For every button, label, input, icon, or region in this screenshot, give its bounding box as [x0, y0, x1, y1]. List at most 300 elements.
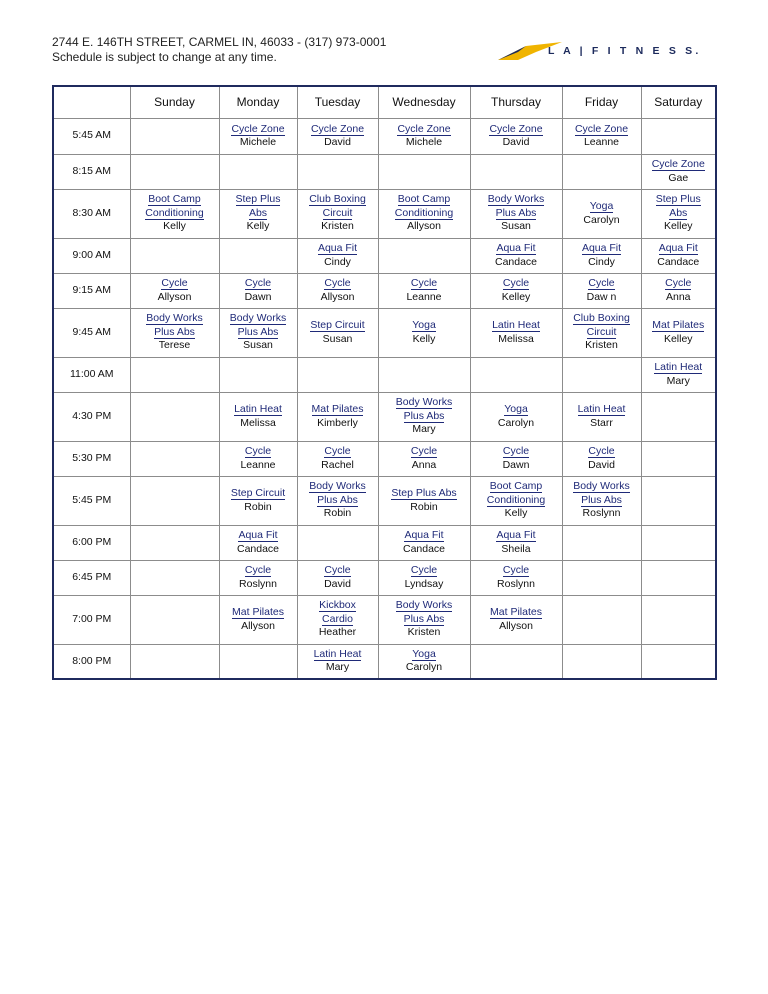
- class-name-text: Cycle: [244, 277, 272, 289]
- instructor-name: Allyson: [157, 290, 192, 303]
- class-name-line: [220, 207, 297, 221]
- class-name-link[interactable]: [220, 487, 297, 501]
- class-name-text: Plus Abs: [495, 206, 537, 219]
- schedule-row: [53, 357, 716, 392]
- instructor-name: Robin: [244, 500, 272, 513]
- empty-cell: [130, 644, 219, 679]
- empty-cell: [130, 238, 219, 273]
- class-cell: [641, 273, 716, 308]
- empty-cell: [219, 644, 297, 679]
- time-cell: 8:15 AM: [53, 154, 130, 189]
- instructor-name: Starr: [590, 416, 613, 429]
- class-name-text: Cycle Zone: [310, 122, 365, 135]
- class-name-link[interactable]: [379, 599, 470, 626]
- class-name-text: Cycle Zone: [651, 158, 705, 170]
- empty-cell: [219, 238, 297, 273]
- class-cell: [470, 392, 562, 441]
- class-name-line: [220, 564, 297, 578]
- instructor-name: Sheila: [501, 542, 531, 555]
- class-name-line: [379, 193, 470, 207]
- class-name-line: [131, 277, 219, 291]
- class-name-line: [563, 312, 641, 326]
- class-name-link[interactable]: [298, 319, 378, 333]
- class-name-line: [220, 606, 297, 620]
- class-name-link[interactable]: [298, 277, 378, 291]
- class-cell: [470, 441, 562, 476]
- class-name-line: [563, 445, 641, 459]
- class-name-line: [379, 648, 470, 662]
- class-name-text: Body Works: [395, 396, 453, 409]
- empty-cell: [297, 154, 378, 189]
- instructor-name: Michele: [405, 136, 443, 148]
- class-name-link[interactable]: [220, 445, 297, 459]
- class-name-text: Aqua Fit: [496, 242, 536, 254]
- class-name-link[interactable]: [642, 193, 716, 220]
- class-name-link[interactable]: [298, 242, 378, 256]
- instructor-name: Susan: [322, 332, 353, 345]
- instructor-name: David: [502, 136, 530, 148]
- class-name-link[interactable]: [379, 123, 470, 137]
- empty-cell: [641, 476, 716, 525]
- class-cell: [378, 308, 470, 357]
- class-name-text: Cycle Zone: [397, 122, 451, 135]
- class-cell: [130, 189, 219, 238]
- class-name-line: [563, 480, 641, 494]
- empty-cell: [297, 525, 378, 560]
- class-name-text: Club Boxing: [573, 312, 630, 325]
- instructor-name: Mary: [412, 423, 436, 436]
- time-cell: 9:15 AM: [53, 273, 130, 308]
- class-cell: [470, 273, 562, 308]
- class-name-text: Body Works: [487, 193, 545, 206]
- instructor-name: Leanne: [406, 290, 442, 303]
- empty-cell: [130, 476, 219, 525]
- class-cell: [297, 118, 378, 154]
- class-name-link[interactable]: [471, 529, 562, 543]
- class-name-link[interactable]: [379, 564, 470, 578]
- class-name-link[interactable]: [471, 480, 562, 507]
- class-cell: [641, 238, 716, 273]
- class-name-text: Cycle Zone: [231, 122, 285, 135]
- class-cell: [562, 118, 641, 154]
- class-name-line: [379, 599, 470, 613]
- empty-cell: [219, 357, 297, 392]
- class-name-link[interactable]: [379, 193, 470, 220]
- class-name-link[interactable]: [298, 480, 378, 507]
- class-name-text: Step Circuit: [230, 487, 286, 499]
- empty-cell: [378, 357, 470, 392]
- class-name-text: Cycle: [502, 277, 530, 289]
- instructor-name: Terese: [158, 339, 191, 352]
- instructor-name: Kristen: [321, 220, 354, 233]
- class-name-line: [642, 207, 716, 221]
- class-name-line: [563, 242, 641, 256]
- class-name-text: Cycle Zone: [489, 122, 543, 135]
- class-name-link[interactable]: [379, 445, 470, 459]
- instructor-name: Robin: [410, 500, 438, 513]
- empty-cell: [562, 560, 641, 595]
- class-name-link[interactable]: [471, 445, 562, 459]
- schedule-row: [53, 560, 716, 595]
- class-name-link[interactable]: [642, 319, 716, 333]
- instructor-name: Roslynn: [582, 507, 621, 520]
- class-name-line: [298, 193, 378, 207]
- time-cell: 7:00 PM: [53, 595, 130, 644]
- class-name-line: [379, 529, 470, 543]
- instructor-name: Michele: [239, 136, 277, 148]
- class-name-link[interactable]: [220, 312, 297, 339]
- day-header: Tuesday: [297, 86, 378, 118]
- class-name-text: Yoga: [412, 319, 436, 331]
- instructor-name: David: [324, 136, 351, 148]
- class-name-text: Cycle: [324, 277, 351, 289]
- class-name-text: Step Plus Abs: [391, 487, 457, 499]
- empty-cell: [130, 441, 219, 476]
- day-header: Wednesday: [378, 86, 470, 118]
- instructor-name: Melissa: [498, 332, 534, 345]
- class-cell: [297, 238, 378, 273]
- class-name-text: Plus Abs: [403, 612, 445, 625]
- schedule-row: [53, 154, 716, 189]
- class-name-link[interactable]: [298, 403, 378, 417]
- class-cell: [562, 238, 641, 273]
- class-name-text: Latin Heat: [654, 361, 703, 373]
- class-name-text: Aqua Fit: [581, 242, 622, 254]
- day-header: Saturday: [641, 86, 716, 118]
- class-name-text: Body Works: [395, 599, 453, 612]
- instructor-name: Kelley: [501, 290, 531, 303]
- class-cell: [219, 525, 297, 560]
- class-name-text: Yoga: [589, 200, 614, 212]
- class-cell: [641, 308, 716, 357]
- la-fitness-logo: [496, 38, 702, 64]
- class-name-link[interactable]: [220, 606, 297, 620]
- class-name-line: [220, 193, 297, 207]
- class-name-line: [131, 326, 219, 340]
- instructor-name: Kelly: [504, 507, 528, 520]
- class-cell: [297, 560, 378, 595]
- class-name-link[interactable]: [563, 403, 641, 417]
- class-name-line: [471, 242, 562, 256]
- schedule-row: [53, 525, 716, 560]
- class-cell: [378, 189, 470, 238]
- class-name-link[interactable]: [379, 529, 470, 543]
- class-name-link[interactable]: [379, 487, 470, 501]
- class-name-line: [471, 403, 562, 417]
- class-name-line: [131, 312, 219, 326]
- class-name-line: [471, 319, 562, 333]
- class-name-text: Step Circuit: [310, 319, 365, 331]
- class-name-line: [298, 494, 378, 508]
- class-name-line: [563, 403, 641, 417]
- class-cell: [219, 308, 297, 357]
- time-cell: 5:45 AM: [53, 118, 130, 154]
- class-name-link[interactable]: [220, 564, 297, 578]
- time-cell: 9:00 AM: [53, 238, 130, 273]
- class-cell: [378, 644, 470, 679]
- class-name-text: Latin Heat: [313, 647, 362, 660]
- class-name-line: [298, 648, 378, 662]
- class-name-line: [379, 410, 470, 424]
- class-name-line: [220, 529, 297, 543]
- class-name-link[interactable]: [563, 200, 641, 214]
- class-name-text: Plus Abs: [403, 409, 445, 422]
- instructor-name: Roslynn: [239, 577, 277, 590]
- class-cell: [562, 441, 641, 476]
- class-name-text: Aqua Fit: [496, 529, 536, 541]
- class-cell: [378, 560, 470, 595]
- class-name-line: [131, 193, 219, 207]
- class-name-line: [471, 123, 562, 137]
- class-name-link[interactable]: [220, 123, 297, 137]
- class-cell: [297, 189, 378, 238]
- schedule-row: [53, 644, 716, 679]
- class-name-link[interactable]: [471, 319, 562, 333]
- class-name-line: [642, 277, 716, 291]
- class-name-line: [298, 599, 378, 613]
- class-name-link[interactable]: [471, 123, 562, 137]
- class-name-link[interactable]: [563, 123, 641, 137]
- time-cell: 8:30 AM: [53, 189, 130, 238]
- class-name-text: Conditioning: [394, 206, 454, 219]
- class-name-line: [563, 494, 641, 508]
- class-name-line: [471, 193, 562, 207]
- day-header: Sunday: [130, 86, 219, 118]
- class-name-line: [471, 445, 562, 459]
- empty-cell: [641, 441, 716, 476]
- class-name-link[interactable]: [131, 277, 219, 291]
- schedule-row: [53, 441, 716, 476]
- class-name-link[interactable]: [471, 403, 562, 417]
- instructor-name: Allyson: [499, 619, 533, 632]
- class-name-line: [220, 326, 297, 340]
- instructor-name: Cindy: [324, 255, 351, 268]
- class-name-text: Body Works: [309, 480, 366, 493]
- instructor-name: Kelly: [246, 220, 270, 233]
- class-name-link[interactable]: [379, 396, 470, 423]
- class-name-text: Abs: [248, 206, 268, 219]
- class-name-link[interactable]: [298, 599, 378, 626]
- instructor-name: Susan: [243, 339, 273, 352]
- class-name-text: Cycle: [502, 564, 530, 576]
- class-name-link[interactable]: [642, 242, 716, 256]
- class-name-text: Cycle: [665, 277, 692, 289]
- class-name-link[interactable]: [298, 123, 378, 137]
- empty-cell: [130, 560, 219, 595]
- instructor-name: Kelly: [412, 332, 436, 345]
- class-cell: [378, 441, 470, 476]
- instructor-name: Daw n: [586, 290, 617, 303]
- class-name-link[interactable]: [220, 403, 297, 417]
- class-cell: [297, 644, 378, 679]
- instructor-name: Dawn: [502, 458, 530, 471]
- class-name-text: Cardio: [322, 612, 353, 625]
- instructor-name: Susan: [501, 220, 531, 233]
- class-name-text: Circuit: [586, 325, 617, 338]
- time-cell: 11:00 AM: [53, 357, 130, 392]
- empty-cell: [641, 644, 716, 679]
- class-name-link[interactable]: [298, 648, 378, 662]
- class-name-link[interactable]: [471, 277, 562, 291]
- class-name-line: [379, 487, 470, 501]
- schedule-row: [53, 308, 716, 357]
- class-name-line: [471, 277, 562, 291]
- empty-cell: [470, 154, 562, 189]
- time-cell: 6:45 PM: [53, 560, 130, 595]
- instructor-name: Allyson: [320, 290, 355, 303]
- class-cell: [562, 308, 641, 357]
- class-name-link[interactable]: [563, 445, 641, 459]
- instructor-name: Roslynn: [497, 577, 535, 590]
- instructor-name: David: [324, 577, 351, 590]
- class-cell: [130, 273, 219, 308]
- class-cell: [297, 476, 378, 525]
- time-cell: 5:45 PM: [53, 476, 130, 525]
- class-name-link[interactable]: [642, 277, 716, 291]
- instructor-name: Candace: [402, 542, 446, 555]
- schedule-row: [53, 392, 716, 441]
- empty-cell: [641, 525, 716, 560]
- instructor-name: Dawn: [244, 290, 272, 303]
- class-name-text: Boot Camp: [148, 193, 201, 206]
- class-name-text: Mat Pilates: [232, 606, 284, 618]
- class-cell: [130, 308, 219, 357]
- class-cell: [470, 118, 562, 154]
- instructor-name: Kimberly: [317, 416, 358, 429]
- class-name-line: [563, 123, 641, 137]
- class-name-text: Plus Abs: [317, 493, 358, 506]
- day-header: Monday: [219, 86, 297, 118]
- class-name-line: [379, 445, 470, 459]
- instructor-name: Anna: [665, 290, 691, 303]
- class-name-link[interactable]: [471, 242, 562, 256]
- instructor-name: Leanne: [240, 458, 276, 471]
- class-name-text: Club Boxing: [309, 193, 366, 206]
- empty-cell: [562, 595, 641, 644]
- class-name-link[interactable]: [220, 277, 297, 291]
- empty-cell: [130, 525, 219, 560]
- class-name-text: Aqua Fit: [317, 242, 358, 254]
- class-name-line: [131, 207, 219, 221]
- class-name-text: Cycle: [244, 445, 272, 457]
- class-cell: [297, 273, 378, 308]
- class-name-link[interactable]: [131, 193, 219, 220]
- class-name-line: [220, 403, 297, 417]
- class-cell: [219, 476, 297, 525]
- empty-cell: [130, 154, 219, 189]
- class-name-line: [298, 207, 378, 221]
- class-cell: [470, 595, 562, 644]
- empty-cell: [130, 118, 219, 154]
- class-cell: [378, 118, 470, 154]
- class-name-link[interactable]: [642, 158, 716, 172]
- class-cell: [470, 476, 562, 525]
- class-name-link[interactable]: [298, 193, 378, 220]
- class-name-text: Body Works: [146, 312, 203, 325]
- class-name-text: Aqua Fit: [404, 529, 444, 541]
- class-name-text: Conditioning: [145, 206, 204, 219]
- empty-cell: [219, 154, 297, 189]
- class-name-text: Cycle: [410, 564, 438, 576]
- empty-cell: [641, 392, 716, 441]
- class-name-line: [471, 480, 562, 494]
- class-name-line: [563, 200, 641, 214]
- class-cell: [470, 560, 562, 595]
- time-cell: 6:00 PM: [53, 525, 130, 560]
- instructor-name: Allyson: [407, 220, 441, 233]
- class-name-link[interactable]: [471, 606, 562, 620]
- class-name-text: Body Works: [573, 480, 630, 493]
- empty-cell: [562, 154, 641, 189]
- class-cell: [219, 118, 297, 154]
- class-name-link[interactable]: [220, 193, 297, 220]
- class-cell: [470, 525, 562, 560]
- gym-address-header: [52, 35, 386, 64]
- class-name-link[interactable]: [563, 242, 641, 256]
- class-cell: [378, 392, 470, 441]
- empty-cell: [297, 357, 378, 392]
- class-cell: [219, 392, 297, 441]
- class-name-text: Cycle: [502, 445, 530, 457]
- class-name-text: Circuit: [322, 206, 353, 219]
- empty-cell: [130, 392, 219, 441]
- class-name-link[interactable]: [563, 312, 641, 339]
- schedule-row: [53, 118, 716, 154]
- class-name-link[interactable]: [220, 529, 297, 543]
- class-schedule-table: [52, 85, 717, 680]
- instructor-name: Candace: [657, 255, 700, 268]
- class-name-link[interactable]: [471, 193, 562, 220]
- class-name-link[interactable]: [379, 277, 470, 291]
- empty-cell: [641, 118, 716, 154]
- class-cell: [378, 525, 470, 560]
- empty-cell: [641, 595, 716, 644]
- class-name-link[interactable]: [298, 564, 378, 578]
- class-name-text: Plus Abs: [154, 325, 195, 338]
- class-name-line: [379, 319, 470, 333]
- class-name-link[interactable]: [563, 277, 641, 291]
- class-cell: [470, 189, 562, 238]
- class-cell: [470, 308, 562, 357]
- class-name-line: [298, 319, 378, 333]
- class-name-text: Cycle: [244, 564, 272, 576]
- class-name-link[interactable]: [563, 480, 641, 507]
- class-name-text: Boot Camp: [397, 193, 451, 206]
- class-name-link[interactable]: [131, 312, 219, 339]
- class-name-text: Cycle: [161, 277, 188, 289]
- class-name-link[interactable]: [642, 361, 716, 375]
- instructor-name: Carolyn: [583, 213, 620, 226]
- class-name-text: Boot Camp: [489, 480, 543, 493]
- instructor-name: Lyndsay: [404, 577, 444, 590]
- class-name-text: Conditioning: [486, 493, 546, 506]
- class-cell: [378, 595, 470, 644]
- class-name-link[interactable]: [298, 445, 378, 459]
- class-name-link[interactable]: [471, 564, 562, 578]
- class-name-line: [642, 242, 716, 256]
- class-name-text: Latin Heat: [492, 319, 540, 331]
- class-cell: [219, 560, 297, 595]
- instructor-name: Kelley: [663, 332, 693, 345]
- instructor-name: Melissa: [240, 416, 276, 429]
- class-name-line: [642, 193, 716, 207]
- empty-cell: [378, 154, 470, 189]
- instructor-name: Anna: [411, 458, 437, 471]
- class-name-text: Mat Pilates: [652, 319, 705, 331]
- class-name-link[interactable]: [379, 648, 470, 662]
- class-name-link[interactable]: [379, 319, 470, 333]
- class-name-text: Cycle: [324, 445, 351, 457]
